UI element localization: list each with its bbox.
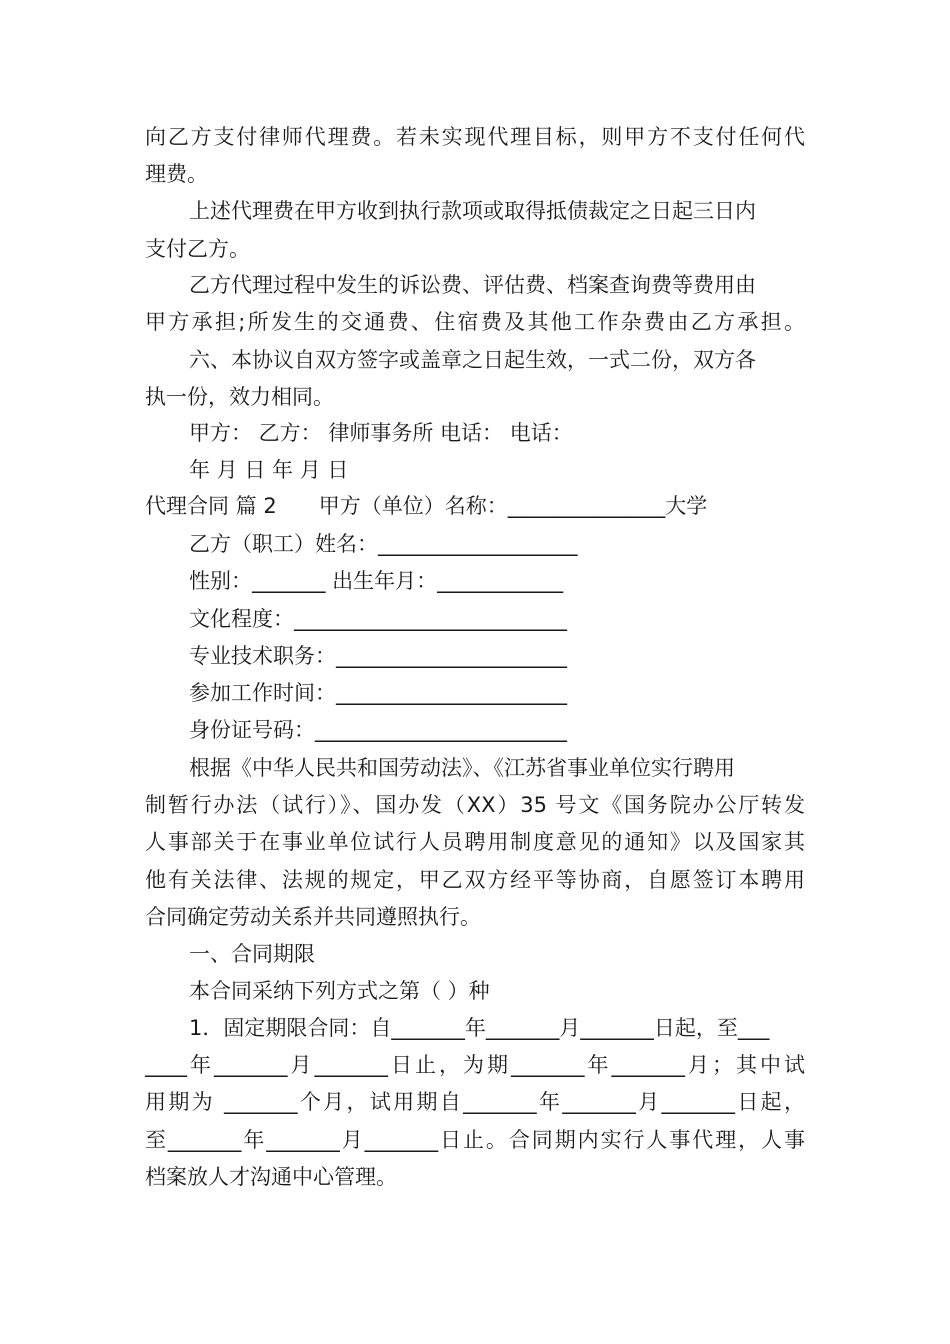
text-line: 上述代理费在甲方收到执行款项或取得抵债裁定之日起三日内 (189, 199, 756, 223)
form-field-title: 专业技术职务：______________________ (189, 644, 567, 668)
section-heading-term: 一、合同期限 (189, 942, 315, 966)
text-line: 合同确定劳动关系并共同遵照执行。 (145, 905, 481, 929)
text-line: 执一份，效力相同。 (145, 385, 334, 409)
section-heading-contract-2: 代理合同 篇 2 甲方（单位）名称：_______________大学 (145, 494, 708, 518)
form-field-id-number: 身份证号码：________________________ (189, 718, 567, 742)
form-field-gender-birth: 性别：_______ 出生年月：____________ (189, 569, 564, 593)
form-field-work-start: 参加工作时间：______________________ (189, 681, 567, 705)
signature-parties-line: 甲方： 乙方： 律师事务所 电话： 电话： (189, 421, 573, 445)
text-line: 本合同采纳下列方式之第（ ）种 (189, 979, 490, 1003)
text-line: 支付乙方。 (145, 237, 250, 261)
text-line: 根据《中华人民共和国劳动法》、《江苏省事业单位实行聘用 (189, 756, 735, 780)
text-line: 六、本协议自双方签字或盖章之日起生效，一式二份，双方各 (189, 348, 756, 372)
text-line: 乙方代理过程中发生的诉讼费、评估费、档案查询费等费用由 (189, 273, 756, 297)
text-line: 至_______年_______月_______日止。合同期内实行人事代理，人事 (145, 1128, 805, 1152)
text-line: 用期为 _______个月，试用期自_______年_______月_______日起， (145, 1090, 805, 1114)
text-line: 甲方承担;所发生的交通费、住宿费及其他工作杂费由乙方承担。 (145, 310, 805, 334)
form-field-education: 文化程度：__________________________ (189, 607, 567, 631)
text-line: 理费。 (145, 162, 208, 186)
text-line: 他有关法律、法规的规定，甲乙双方经平等协商，自愿签订本聘用 (145, 868, 805, 892)
form-field-name: 乙方（职工）姓名：___________________ (189, 532, 578, 556)
text-line: 档案放人才沟通中心管理。 (145, 1165, 397, 1189)
signature-date-line: 年 月 日 年 月 日 (189, 458, 349, 482)
text-line: 制暂行办法（试行）》、国办发（XX）35 号文《国务院办公厅转发 (145, 793, 805, 817)
text-line: ____年_______月_______日止，为期_______年_______月；其中试 (145, 1053, 805, 1077)
text-line: 人事部关于在事业单位试行人员聘用制度意见的通知》以及国家其 (145, 830, 805, 854)
text-line: 1．固定期限合同：自_______年_______月_______日起，至___ (189, 1016, 770, 1040)
text-line: 向乙方支付律师代理费。若未实现代理目标，则甲方不支付任何代 (145, 125, 805, 149)
